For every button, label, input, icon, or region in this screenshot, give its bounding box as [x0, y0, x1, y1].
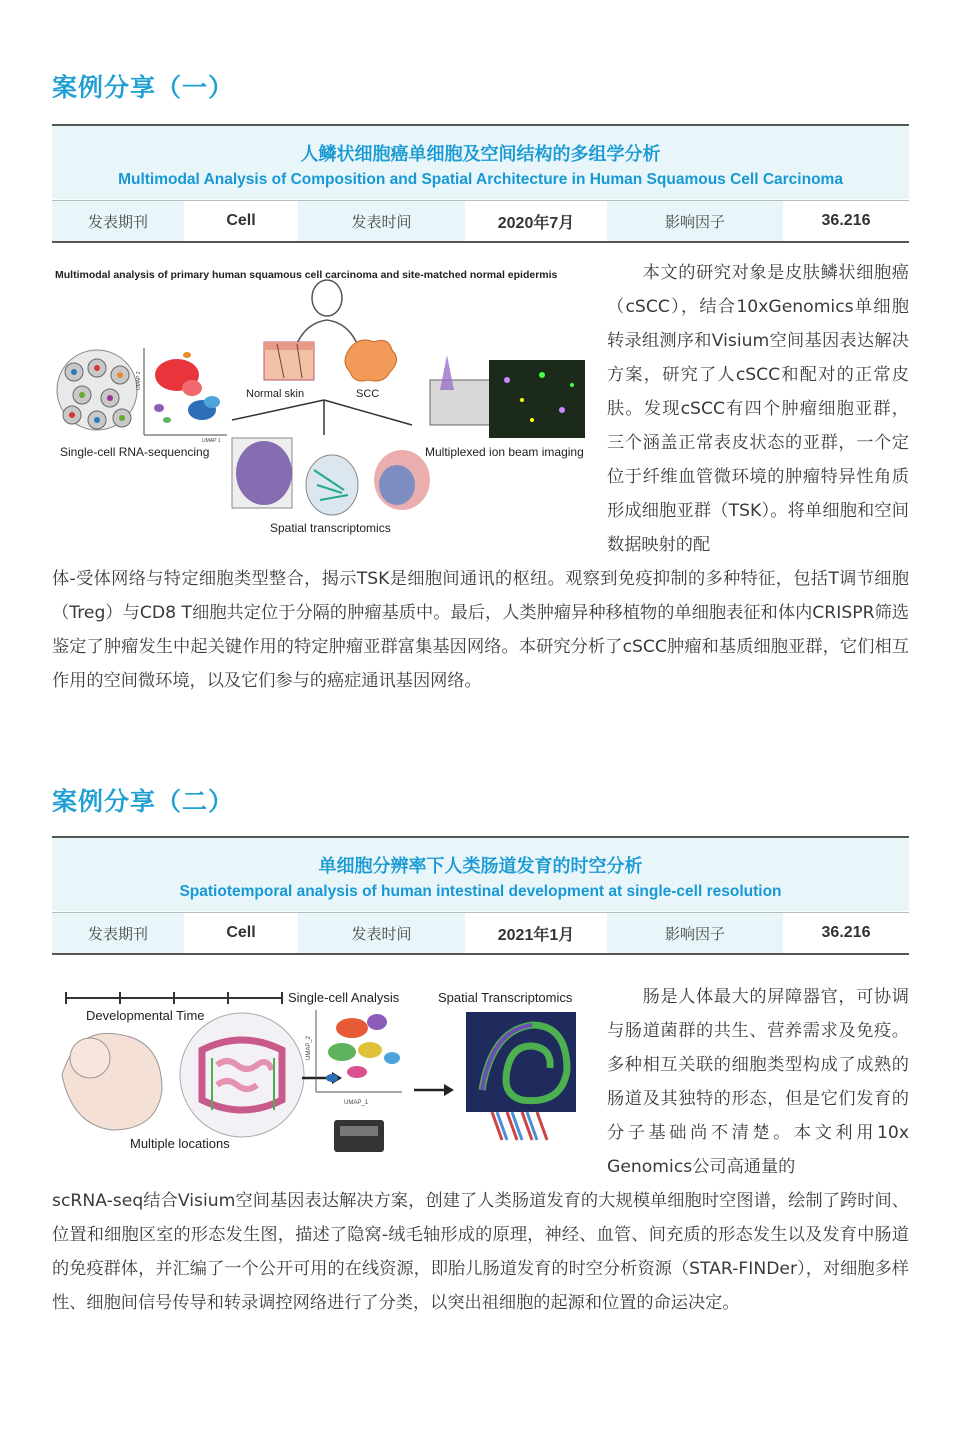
case-2-heading: 案例分享（二）	[52, 787, 235, 816]
umap-y-label-2: UMAP_2	[306, 1035, 312, 1060]
umap-x-label: UMAP 1	[202, 438, 221, 444]
label-scc: SCC	[356, 388, 380, 400]
intestine-icon	[180, 1013, 304, 1137]
date-value: 2020年7月	[465, 201, 607, 241]
journal-value: Cell	[184, 201, 298, 241]
case-2-body-full: scRNA-seq结合Visium空间基因表达解决方案，创建了人类肠道发育的大规模单细胞时空图谱，绘制了跨时间、位置和细胞区室的形态发生图，描述了隐窝-绒毛轴形成的原理，神经、血管、间充质的形态发生以及发育中肠道的免疫群体，并汇编了一个公开可用的在线资源，即胎儿肠道发育的时空分析资源（STAR-FINDer），对细胞多样性、细胞间信号传导和转录调控网络进行了分类，以突出祖细胞的起源和位置的命运决定。	[52, 1191, 909, 1313]
case-2-meta-row	[52, 912, 909, 953]
impact-factor-label: 影响因子	[607, 201, 783, 241]
impact-factor-value: 36.216	[783, 201, 909, 241]
journal-value: Cell	[184, 913, 298, 953]
case-2-body-right: 肠是人体最大的屏障器官，可协调与肠道菌群的共生、营养需求及免疫。多种相互关联的细胞类型构成了成熟的肠道及其独特的形态，但是它们发育的分子基础尚不清楚。本文利用10x Genomics公司高通量的	[607, 987, 909, 1177]
date-label: 发表时间	[298, 913, 465, 953]
arrows	[232, 400, 412, 435]
case-1-title-en: Multimodal Analysis of Composition and Spatial Architecture in Human Squamous Cell Carcinoma	[118, 171, 843, 188]
label-single-cell-analysis: Single-cell Analysis	[288, 990, 400, 1005]
impact-factor-value: 36.216	[783, 913, 909, 953]
spatial-transcriptomics-icon	[232, 438, 430, 515]
date-label: 发表时间	[298, 201, 465, 241]
normal-skin-icon	[264, 342, 314, 380]
fetus-icon	[62, 1033, 162, 1130]
case-1-figure	[52, 260, 592, 550]
case-2-title-zh: 单细胞分辨率下人类肠道发育的时空分析	[318, 856, 643, 877]
label-spatial: Spatial transcriptomics	[270, 521, 391, 535]
impact-factor-label: 影响因子	[607, 913, 783, 953]
umap-x-label-2: UMAP_1	[344, 1100, 369, 1106]
case-1-title-zh: 人鳞状细胞癌单细胞及空间结构的多组学分析	[300, 144, 661, 165]
label-mibi: Multiplexed ion beam imaging	[425, 445, 584, 459]
spatial-tissue-icon	[466, 1012, 576, 1140]
label-scrna: Single-cell RNA-sequencing	[60, 445, 210, 459]
cell-cluster-icon	[57, 350, 137, 430]
case-1-meta-row	[52, 200, 909, 241]
case-1-body-right: 本文的研究对象是皮肤鳞状细胞癌（cSCC），结合10xGenomics单细胞转录组测序和Visium空间基因表达解决方案，研究了人cSCC和配对的正常皮肤。发现cSCC有四个肿瘤细胞亚群，三个涵盖正常表皮状态的亚群，一个定位于纤维血管微环境的肿瘤特异性角质形成细胞亚群（TSK）。将单细胞和空间数据映射的配	[607, 263, 909, 555]
figure-1-title: Multimodal analysis of primary human squamous cell carcinoma and site-matched normal epidermis	[55, 269, 558, 281]
label-normal-skin: Normal skin	[246, 388, 305, 400]
case-2-title-block	[52, 838, 909, 912]
scc-tumor-icon	[345, 340, 397, 381]
journal-label: 发表期刊	[52, 201, 184, 241]
umap-plot	[136, 348, 227, 444]
journal-label: 发表期刊	[52, 913, 184, 953]
umap-plot-2	[306, 1010, 402, 1106]
case-2-info-box	[52, 836, 909, 955]
case-1-info-box	[52, 124, 909, 243]
case-2-title-en: Spatiotemporal analysis of human intestinal development at single-cell resolution	[179, 883, 782, 900]
case-2-figure	[52, 980, 597, 1160]
umap-y-label: UMAP 2	[136, 371, 142, 390]
case-1-heading: 案例分享（一）	[52, 73, 235, 102]
sequencer-icon	[334, 1120, 384, 1152]
arrow-2	[414, 1084, 454, 1096]
timeline-icon	[66, 992, 282, 1004]
date-value: 2021年1月	[465, 913, 607, 953]
label-multiple-locations: Multiple locations	[130, 1136, 230, 1151]
case-1-title-block	[52, 126, 909, 200]
mibi-icon	[430, 355, 585, 438]
label-spatial-transcriptomics: Spatial Transcriptomics	[438, 990, 573, 1005]
label-developmental-time: Developmental Time	[86, 1008, 205, 1023]
case-1-body-full: 体-受体网络与特定细胞类型整合，揭示TSK是细胞间通讯的枢纽。观察到免疫抑制的多种特征，包括T调节细胞（Treg）与CD8 T细胞共定位于分隔的肿瘤基质中。最后，人类肿瘤异种移植物的单细胞表征和体内CRISPR筛选鉴定了肿瘤发生中起关键作用的特定肿瘤亚群富集基因网络。本研究分析了cSCC肿瘤和基质细胞亚群，它们相互作用的空间微环境，以及它们参与的癌症通讯基因网络。	[52, 569, 909, 691]
